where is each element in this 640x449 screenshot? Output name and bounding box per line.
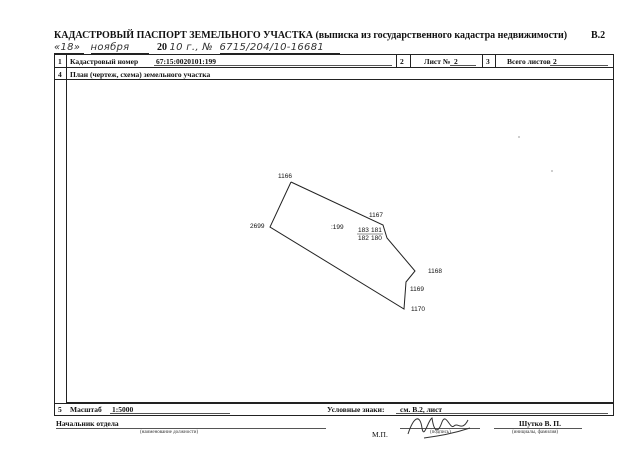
form-code: В.2 xyxy=(591,30,606,41)
point-label-1168: 1168 xyxy=(428,268,442,275)
point-label-182: 182 xyxy=(358,235,369,242)
legend-value: см. В.2, лист xyxy=(400,405,443,414)
sheet-label: Лист № xyxy=(424,57,451,66)
point-label-2699: 2699 xyxy=(250,223,265,230)
point-label-180: 180 xyxy=(371,235,382,242)
name-caption: (инициалы, фамилия) xyxy=(512,430,559,435)
point-label-181: 181 xyxy=(371,227,382,234)
document-number: 6715/204/10-16681 xyxy=(220,42,340,54)
cell-number-5: 5 xyxy=(58,405,62,414)
cadastral-number-value: 67:15:0020101:199 xyxy=(156,57,216,66)
date-year-suffix: 10 г., № xyxy=(169,42,213,53)
point-label-1169: 1169 xyxy=(410,286,424,293)
cell-number-4: 4 xyxy=(58,70,62,79)
scale-value: 1:5000 xyxy=(112,405,134,414)
date-year-prefix: 20 xyxy=(157,42,167,53)
cell-number-3: 3 xyxy=(486,57,490,66)
date-month: ноября xyxy=(91,42,149,54)
date-day: «18» xyxy=(54,42,84,54)
stamp-label: М.П. xyxy=(372,430,388,439)
point-label-1166: 1166 xyxy=(278,173,292,180)
parcel-boundary xyxy=(270,182,415,309)
sheets-total-value: 2 xyxy=(553,57,557,66)
point-label-183: 183 xyxy=(358,227,369,234)
signature-scribble xyxy=(404,410,478,446)
sheets-total-label: Всего листов xyxy=(507,57,551,66)
cadastral-number-label: Кадастровый номер xyxy=(70,57,139,66)
plan-label: План (чертеж, схема) земельного участка xyxy=(70,70,211,79)
position-caption: (наименование должности) xyxy=(140,430,199,435)
point-label-1167: 1167 xyxy=(369,212,383,219)
document-title: КАДАСТРОВЫЙ ПАСПОРТ ЗЕМЕЛЬНОГО УЧАСТКА (выписка из государственного кадастра недвижимости) xyxy=(54,30,568,41)
position-title: Начальник отдела xyxy=(56,419,119,428)
cell-number-1: 1 xyxy=(58,57,62,66)
parcel-label: :199 xyxy=(331,224,344,231)
cell-number-2: 2 xyxy=(400,57,404,66)
legend-label: Условные знаки: xyxy=(327,405,385,414)
signature-caption: (подпись) xyxy=(430,430,451,435)
signer-name: Шутко В. П. xyxy=(519,419,561,428)
sheet-value: 2 xyxy=(454,57,458,66)
point-label-1170: 1170 xyxy=(411,306,425,313)
scale-label: Масштаб xyxy=(70,405,102,414)
